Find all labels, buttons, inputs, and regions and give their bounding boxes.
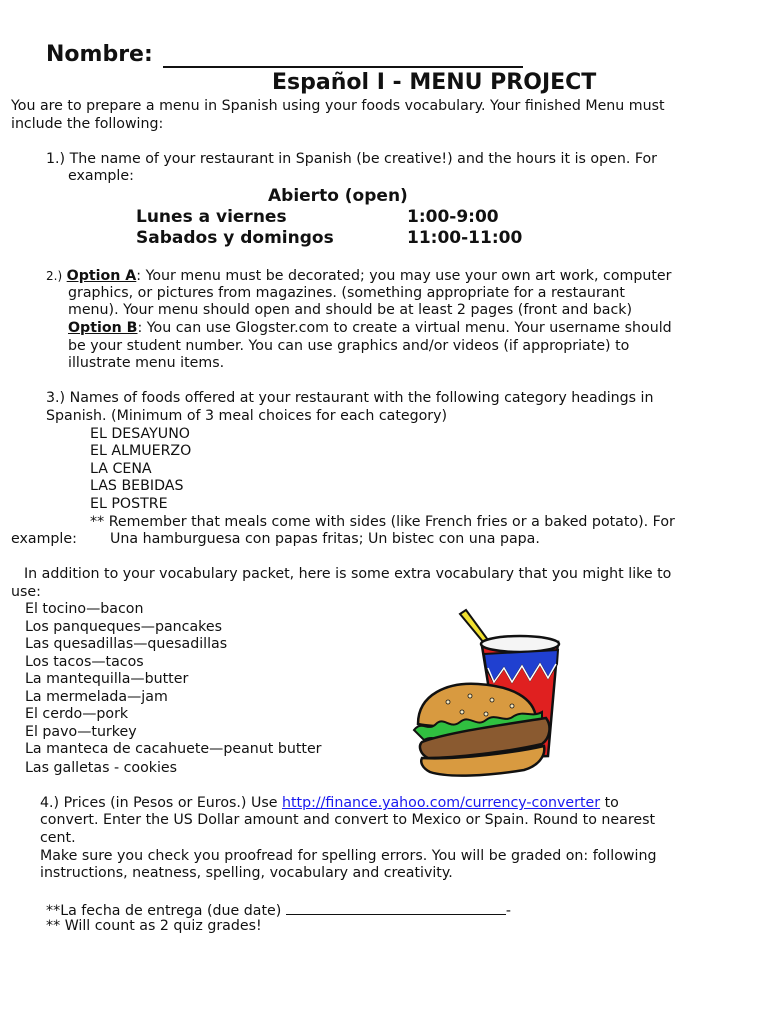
intro-line-1: You are to prepare a menu in Spanish using your foods vocabulary. Your finished Menu must	[11, 98, 665, 114]
quiz-grades-note: ** Will count as 2 quiz grades!	[46, 918, 262, 934]
hours-time-1: 1:00-9:00	[407, 207, 499, 227]
name-label: Nombre:	[46, 42, 153, 67]
example-label: example:	[11, 531, 77, 547]
option-a-label: Option A	[66, 268, 137, 284]
item4-prefix: 4.) Prices (in Pesos or Euros.) Use	[40, 795, 282, 811]
vocab-item: La manteca de cacahuete—peanut butter	[25, 741, 322, 757]
due-date-label: **La fecha de entrega (due date)	[46, 903, 286, 919]
intro-line-2: include the following:	[11, 116, 164, 132]
burger-and-soda-icon	[408, 606, 568, 780]
option-b-text: : You can use Glogster.com to create a virtual menu. Your username should	[137, 320, 672, 336]
item1-line-1: 1.) The name of your restaurant in Spanish (be creative!) and the hours it is open. For	[46, 151, 658, 167]
item4-suffix: to	[600, 795, 619, 811]
vocab-item: Las quesadillas—quesadillas	[25, 636, 228, 652]
hours-days-1: Lunes a viernes	[136, 207, 287, 227]
item2-number: 2.)	[46, 269, 63, 283]
category-almuerzo: EL ALMUERZO	[90, 443, 192, 459]
name-blank-line[interactable]	[163, 66, 523, 68]
vocab-item: El tocino—bacon	[25, 601, 144, 617]
due-date-blank[interactable]	[286, 901, 506, 915]
hours-days-2: Sabados y domingos	[136, 228, 334, 248]
sides-reminder: ** Remember that meals come with sides (like French fries or a baked potato). For	[90, 514, 675, 530]
category-postre: EL POSTRE	[90, 496, 168, 512]
category-cena: LA CENA	[90, 461, 152, 477]
item2-line-6: illustrate menu items.	[68, 355, 225, 371]
vocab-item: La mermelada—jam	[25, 689, 168, 705]
extra-line-2: use:	[11, 584, 41, 600]
vocab-item: Los panqueques—pancakes	[25, 619, 222, 635]
currency-converter-link[interactable]: http://finance.yahoo.com/currency-converter	[281, 795, 601, 811]
item2-line-1	[46, 268, 671, 286]
item2-line-4	[68, 320, 672, 338]
option-b-label: Option B	[68, 320, 138, 336]
hours-title: Abierto (open)	[268, 186, 408, 206]
item4-line-5: instructions, neatness, spelling, vocabulary and creativity.	[40, 865, 453, 881]
item4-line-3: cent.	[40, 830, 76, 846]
item4-line-4: Make sure you check you proofread for spelling errors. You will be graded on: following	[40, 848, 657, 864]
item3-line-1: 3.) Names of foods offered at your restaurant with the following category headings in	[46, 390, 654, 406]
page-title: Español I - MENU PROJECT	[272, 70, 597, 95]
vocab-item: Las galletas - cookies	[25, 760, 178, 776]
example-text: Una hamburguesa con papas fritas; Un bistec con una papa.	[110, 531, 540, 547]
category-desayuno: EL DESAYUNO	[90, 426, 190, 442]
vocab-item: El cerdo—pork	[25, 706, 129, 722]
due-date-dash: -	[505, 903, 511, 919]
vocab-item: Los tacos—tacos	[25, 654, 144, 670]
extra-line-1: In addition to your vocabulary packet, here is some extra vocabulary that you might like to	[24, 566, 672, 582]
item2-line-2: graphics, or pictures from magazines. (something appropriate for a restaurant	[68, 285, 625, 301]
item1-line-2: example:	[68, 168, 134, 184]
item4-line-1	[40, 795, 619, 813]
hours-time-2: 11:00-11:00	[407, 228, 523, 248]
option-a-text: : Your menu must be decorated; you may use your own art work, computer	[136, 268, 672, 284]
item3-line-2: Spanish. (Minimum of 3 meal choices for each category)	[46, 408, 448, 424]
item2-line-3: menu). Your menu should open and should be at least 2 pages (front and back)	[68, 302, 633, 318]
item2-line-5: be your student number. You can use graphics and/or videos (if appropriate) to	[68, 338, 630, 354]
vocab-item: El pavo—turkey	[25, 724, 137, 740]
vocab-item: La mantequilla—butter	[25, 671, 189, 687]
category-bebidas: LAS BEBIDAS	[90, 478, 184, 494]
item4-line-2: convert. Enter the US Dollar amount and convert to Mexico or Spain. Round to nearest	[40, 812, 656, 828]
